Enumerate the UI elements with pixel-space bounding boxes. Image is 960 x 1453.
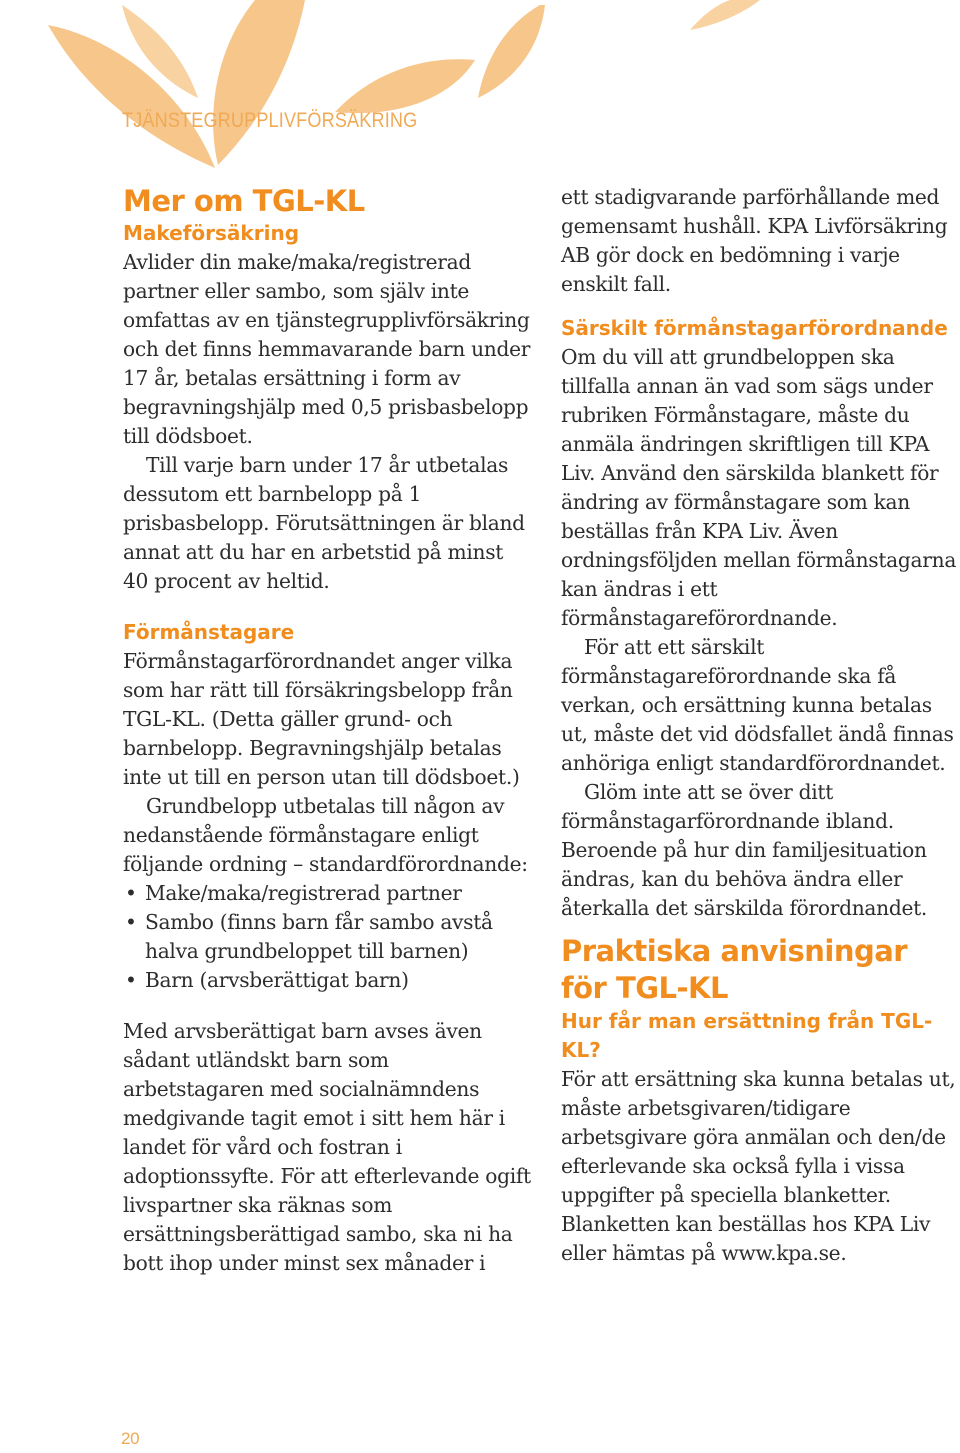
- paragraph: För att ersättning ska kunna betalas ut, måste arbetsgivaren/tidigare arbetsgivare göra anmälan och den/de efterlevande ska också fylla i vissa uppgifter på speciella blanketter. Blanketten kan beställas hos KPA Liv eller hämtas på www.kpa.se.: [561, 1067, 956, 1265]
- paragraph: Om du vill att grundbeloppen ska tillfalla annan än vad som sägs under rubriken Förmånstagare, måste du anmäla ändringen skriftligen till KPA Liv. Använd den särskilda blankett för ändring av förmånstagare som kan beställas från KPA Liv. Även ordningsföljden mellan förmånstagarna kan ändras i ett förmånstagareförordnande.: [561, 345, 957, 630]
- leaf-shape: [690, 0, 760, 30]
- paragraph: För att ett särskilt förmånstagareförordnande ska få verkan, och ersättning kunna betalas ut, måste det vid dödsfallet ändå finnas anhöriga enligt standardförordnandet.: [561, 635, 954, 775]
- paragraph: Avlider din make/maka/registrerad partner eller sambo, som själv inte omfattas av en tjänstegrupplivförsäkring och det finns hemmavarande barn under 17 år, betalas ersättning i form av begravningshjälp med 0,5 prisbasbelopp till dödsboet.: [123, 250, 531, 448]
- page-title: Mer om TGL-KL: [123, 184, 365, 218]
- list-item: • Make/maka/registrerad partner: [123, 879, 531, 908]
- leaf-shape: [213, 0, 305, 165]
- list-item: • Barn (arvsberättigat barn): [123, 966, 531, 995]
- paragraph: Förmånstagarförordnandet anger vilka som har rätt till försäkringsbelopp från TGL-KL. (Detta gäller grund- och barnbelopp. Begravningshjälp betalas inte ut till en person utan till dödsboet.): [123, 649, 520, 789]
- beneficiary-list: [123, 879, 531, 995]
- heading-sarskilt-formanstagarforordnande: Särskilt förmånstagarförordnande: [561, 316, 948, 340]
- paragraph: Glöm inte att se över ditt förmånstagarförordnande ibland. Beroende på hur din familjesituation ändras, kan du behöva ändra eller återkalla det särskilda förordnandet.: [561, 780, 928, 920]
- paragraph: Med arvsberättigat barn avses även sådant utländskt barn som arbetstagaren med socialnämndens medgivande tagit emot i sitt hem här i landet för vård och fostran i adoptionssyfte. För att efterlevande ogift livspartner ska räknas som ersättningsberättigad sambo, ska ni ha bott ihop under minst sex månader i: [123, 1019, 531, 1275]
- paragraph: Grundbelopp utbetalas till någon av nedanstående förmånstagare enligt följande ordning – standardförordnande:: [123, 794, 528, 876]
- page-number: 20: [121, 1429, 140, 1448]
- heading-makeforsakring: Makeförsäkring: [123, 221, 300, 245]
- right-column: [561, 183, 957, 1268]
- paragraph: Till varje barn under 17 år utbetalas dessutom ett barnbelopp på 1 prisbasbelopp. Förutsättningen är bland annat att du har en arbetstid på minst 40 procent av heltid.: [123, 453, 525, 593]
- leaf-shape: [478, 5, 545, 98]
- section-title: Praktiska anvisningar för TGL-KL: [561, 934, 908, 1005]
- heading-formanstagare: Förmånstagare: [123, 620, 295, 644]
- left-column: [123, 183, 531, 1278]
- paragraph: ett stadigvarande parförhållande med gemensamt hushåll. KPA Livförsäkring AB gör dock en bedömning i varje enskilt fall.: [561, 185, 948, 296]
- list-item: • Sambo (finns barn får sambo avstå halva grundbeloppet till barnen): [123, 908, 531, 966]
- section-label: TJÄNSTEGRUPPLIVFÖRSÄKRING: [122, 109, 418, 132]
- leaf-shape: [48, 25, 215, 168]
- heading-hur-far-man-ersattning: Hur får man ersättning från TGL-KL?: [561, 1009, 933, 1062]
